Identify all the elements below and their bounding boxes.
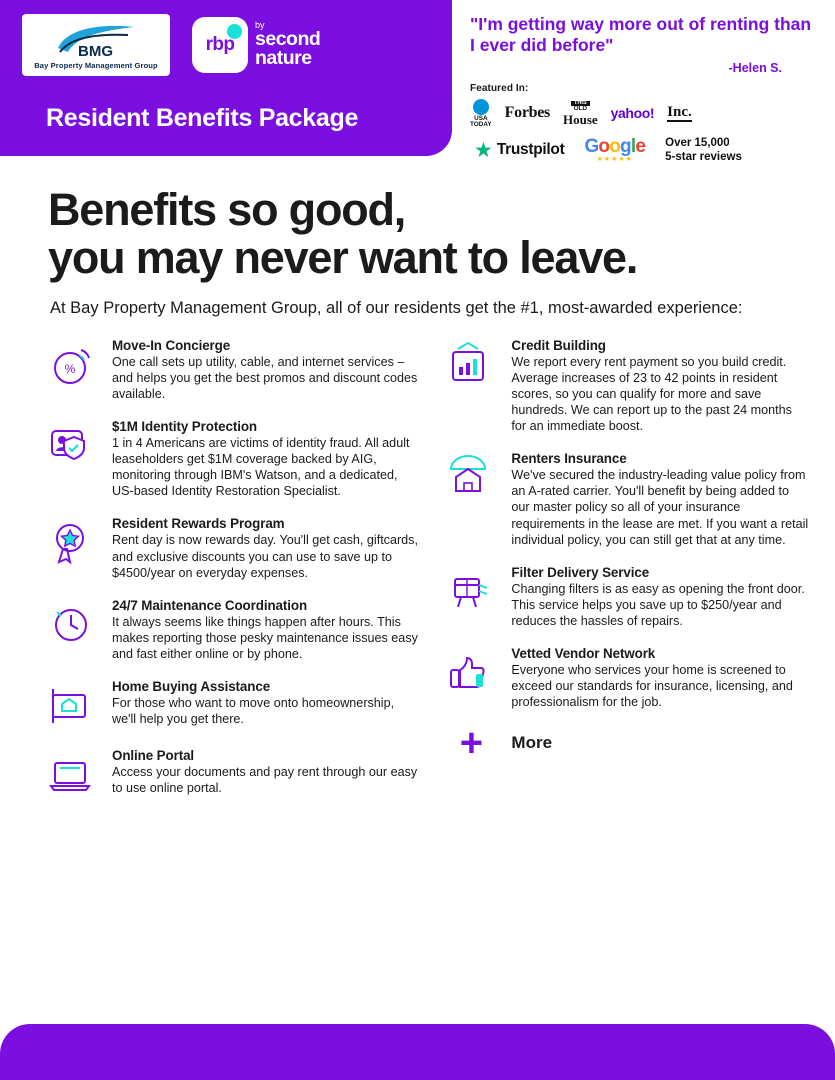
benefits-column-left: [44, 338, 419, 817]
logo-row: [22, 14, 320, 76]
benefit-body: [112, 516, 419, 580]
svg-text:BMG: BMG: [78, 43, 113, 60]
bmg-swoosh-icon: [48, 22, 144, 60]
benefit-text: Everyone who services your home is screened to exceed our standards for insurance, licensing, and professionalism for the job.: [511, 663, 793, 710]
clock-icon: [44, 598, 100, 650]
benefit-body: [511, 646, 809, 710]
headline-line-1: Benefits so good,: [48, 184, 406, 235]
rbp-word: rbp: [205, 34, 235, 55]
benefit-title: Renters Insurance: [511, 451, 627, 467]
more-row: [443, 721, 809, 766]
featured-in-label: Featured In:: [470, 82, 529, 94]
concierge-percent-icon: [44, 338, 100, 390]
laptop-icon: [44, 748, 100, 800]
benefit-item: [44, 338, 419, 402]
benefits-column-right: [433, 338, 809, 817]
benefit-title: Credit Building: [511, 337, 606, 353]
benefits-columns: [0, 338, 835, 817]
bmg-logo-text: Bay Property Management Group: [34, 61, 158, 70]
benefit-title: Move-In Concierge: [112, 337, 231, 353]
benefit-item: [443, 451, 809, 548]
bar-chart-growth-icon: [443, 338, 499, 390]
trustpilot-logo: [474, 140, 564, 161]
usa-today-line1: USA: [474, 114, 488, 122]
this-old-house-line2: OLD: [573, 105, 588, 113]
this-old-house-logo: [563, 101, 598, 126]
trustpilot-star-icon: ★: [474, 138, 493, 162]
this-old-house-line3: House: [562, 111, 598, 127]
benefit-text: Rent day is now rewards day. You'll get cash, giftcards, and exclusive discounts you can use to save up to $4500/year on everyday expenses.: [112, 533, 418, 580]
trustpilot-label: Trustpilot: [496, 141, 565, 159]
benefit-text: 1 in 4 Americans are victims of identity fraud. All adult leaseholders get $1M coverage backed by AIG, monitoring through IBM's Watson, and a dedicated, US-based Identity Restoration Specialist.: [112, 435, 410, 499]
benefit-title: Home Buying Assistance: [112, 679, 271, 695]
google-logo: [584, 137, 645, 163]
usa-today-circle-icon: [473, 99, 489, 115]
rewards-badge-icon: [44, 516, 100, 568]
headline: [48, 186, 835, 281]
bmg-logo: [22, 14, 170, 76]
benefit-text: It always seems like things happen after hours. This makes reporting those pesky maintenance issues easy and fast either online or by phone.: [112, 614, 418, 661]
benefit-item: [443, 646, 809, 710]
svg-text:%: %: [64, 361, 76, 376]
reviews-line2: 5-star reviews: [665, 151, 742, 164]
benefit-body: [112, 748, 419, 800]
this-old-house-line1: THIS: [571, 101, 590, 107]
benefit-body: [511, 565, 809, 629]
bmg-logo-mark: [48, 22, 144, 60]
benefit-item: [44, 419, 419, 499]
rbp-badge: [192, 17, 248, 73]
press-logo-row: [470, 99, 820, 128]
benefit-body: [112, 679, 419, 731]
testimonial-quote: "I'm getting way more out of renting than I ever did before": [470, 14, 812, 56]
benefit-item: [44, 748, 419, 800]
plus-icon: +: [459, 721, 484, 766]
benefit-item: [443, 338, 809, 435]
filter-delivery-box-icon: [443, 565, 499, 617]
benefit-text: Access your documents and pay rent through our easy to use online portal.: [112, 765, 418, 796]
google-wordmark: Google: [584, 136, 646, 158]
headline-line-2: you may never want to leave.: [48, 231, 638, 283]
benefit-title: 24/7 Maintenance Coordination: [112, 597, 308, 613]
for-sale-sign-icon: [44, 679, 100, 731]
benefit-text: For those who want to move onto homeownership, we'll help you get there.: [112, 696, 395, 727]
header-testimonial-panel: [470, 14, 820, 165]
benefit-item: [44, 679, 419, 731]
benefit-body: [511, 338, 809, 435]
ratings-row: [470, 136, 820, 165]
benefit-item: [44, 516, 419, 580]
rbp-second-nature-logo: [192, 17, 320, 73]
testimonial-author: -Helen S.: [728, 60, 782, 75]
benefit-body: [112, 598, 419, 662]
page-title: Resident Benefits Package: [46, 104, 359, 132]
benefit-text: We've secured the industry-leading value policy from an A-rated carrier. You'll benefit by being added to our master policy so all of your insurance requirements in the lease are met. If you want a retail individual policy, you can still get that at any time.: [511, 468, 809, 547]
usa-today-line2: TODAY: [470, 120, 492, 128]
identity-shield-icon: [44, 419, 100, 471]
sn-nature: nature: [255, 47, 312, 70]
forbes-logo: Forbes: [504, 104, 550, 122]
benefit-title: $1M Identity Protection: [112, 418, 258, 434]
benefit-title: Resident Rewards Program: [112, 516, 285, 532]
benefit-body: [112, 338, 419, 402]
house-umbrella-icon: [443, 451, 499, 503]
benefit-body: [511, 451, 809, 548]
inc-logo: Inc.: [667, 103, 692, 120]
more-label: More: [511, 733, 553, 753]
benefit-title: Online Portal: [112, 748, 195, 764]
benefit-text: Changing filters is as easy as opening the front door. This service helps you save up to $250/year and reduces the hassles of repairs.: [511, 581, 805, 628]
reviews-line1: Over 15,000: [665, 136, 730, 149]
benefit-text: One call sets up utility, cable, and internet services – and helps you get the best promos and discount codes available.: [112, 354, 418, 401]
yahoo-logo: yahoo!: [610, 105, 655, 122]
second-nature-wordmark: [255, 21, 320, 68]
usa-today-logo: [470, 99, 492, 128]
benefit-text: We report every rent payment so you build credit. Average increases of 23 to 42 points in resident scores, so you can qualify for more and save hundreds. We can report up to the past 24 months for an immediate boost.: [511, 354, 792, 434]
benefit-title: Vetted Vendor Network: [511, 646, 656, 662]
sn-second: second: [255, 28, 321, 51]
sn-by: by: [255, 20, 265, 31]
benefit-item: [443, 565, 809, 629]
benefit-item: [44, 598, 419, 662]
google-stars-icon: ★★★★★: [596, 156, 633, 164]
benefit-title: Filter Delivery Service: [511, 564, 650, 580]
benefit-body: [112, 419, 419, 499]
reviews-count: [665, 136, 742, 165]
subheadline: At Bay Property Management Group, all of our residents get the #1, most-awarded experience:: [50, 299, 743, 318]
header: [0, 0, 835, 168]
footer-bar: [0, 1024, 835, 1080]
thumbs-up-icon: [443, 646, 499, 698]
